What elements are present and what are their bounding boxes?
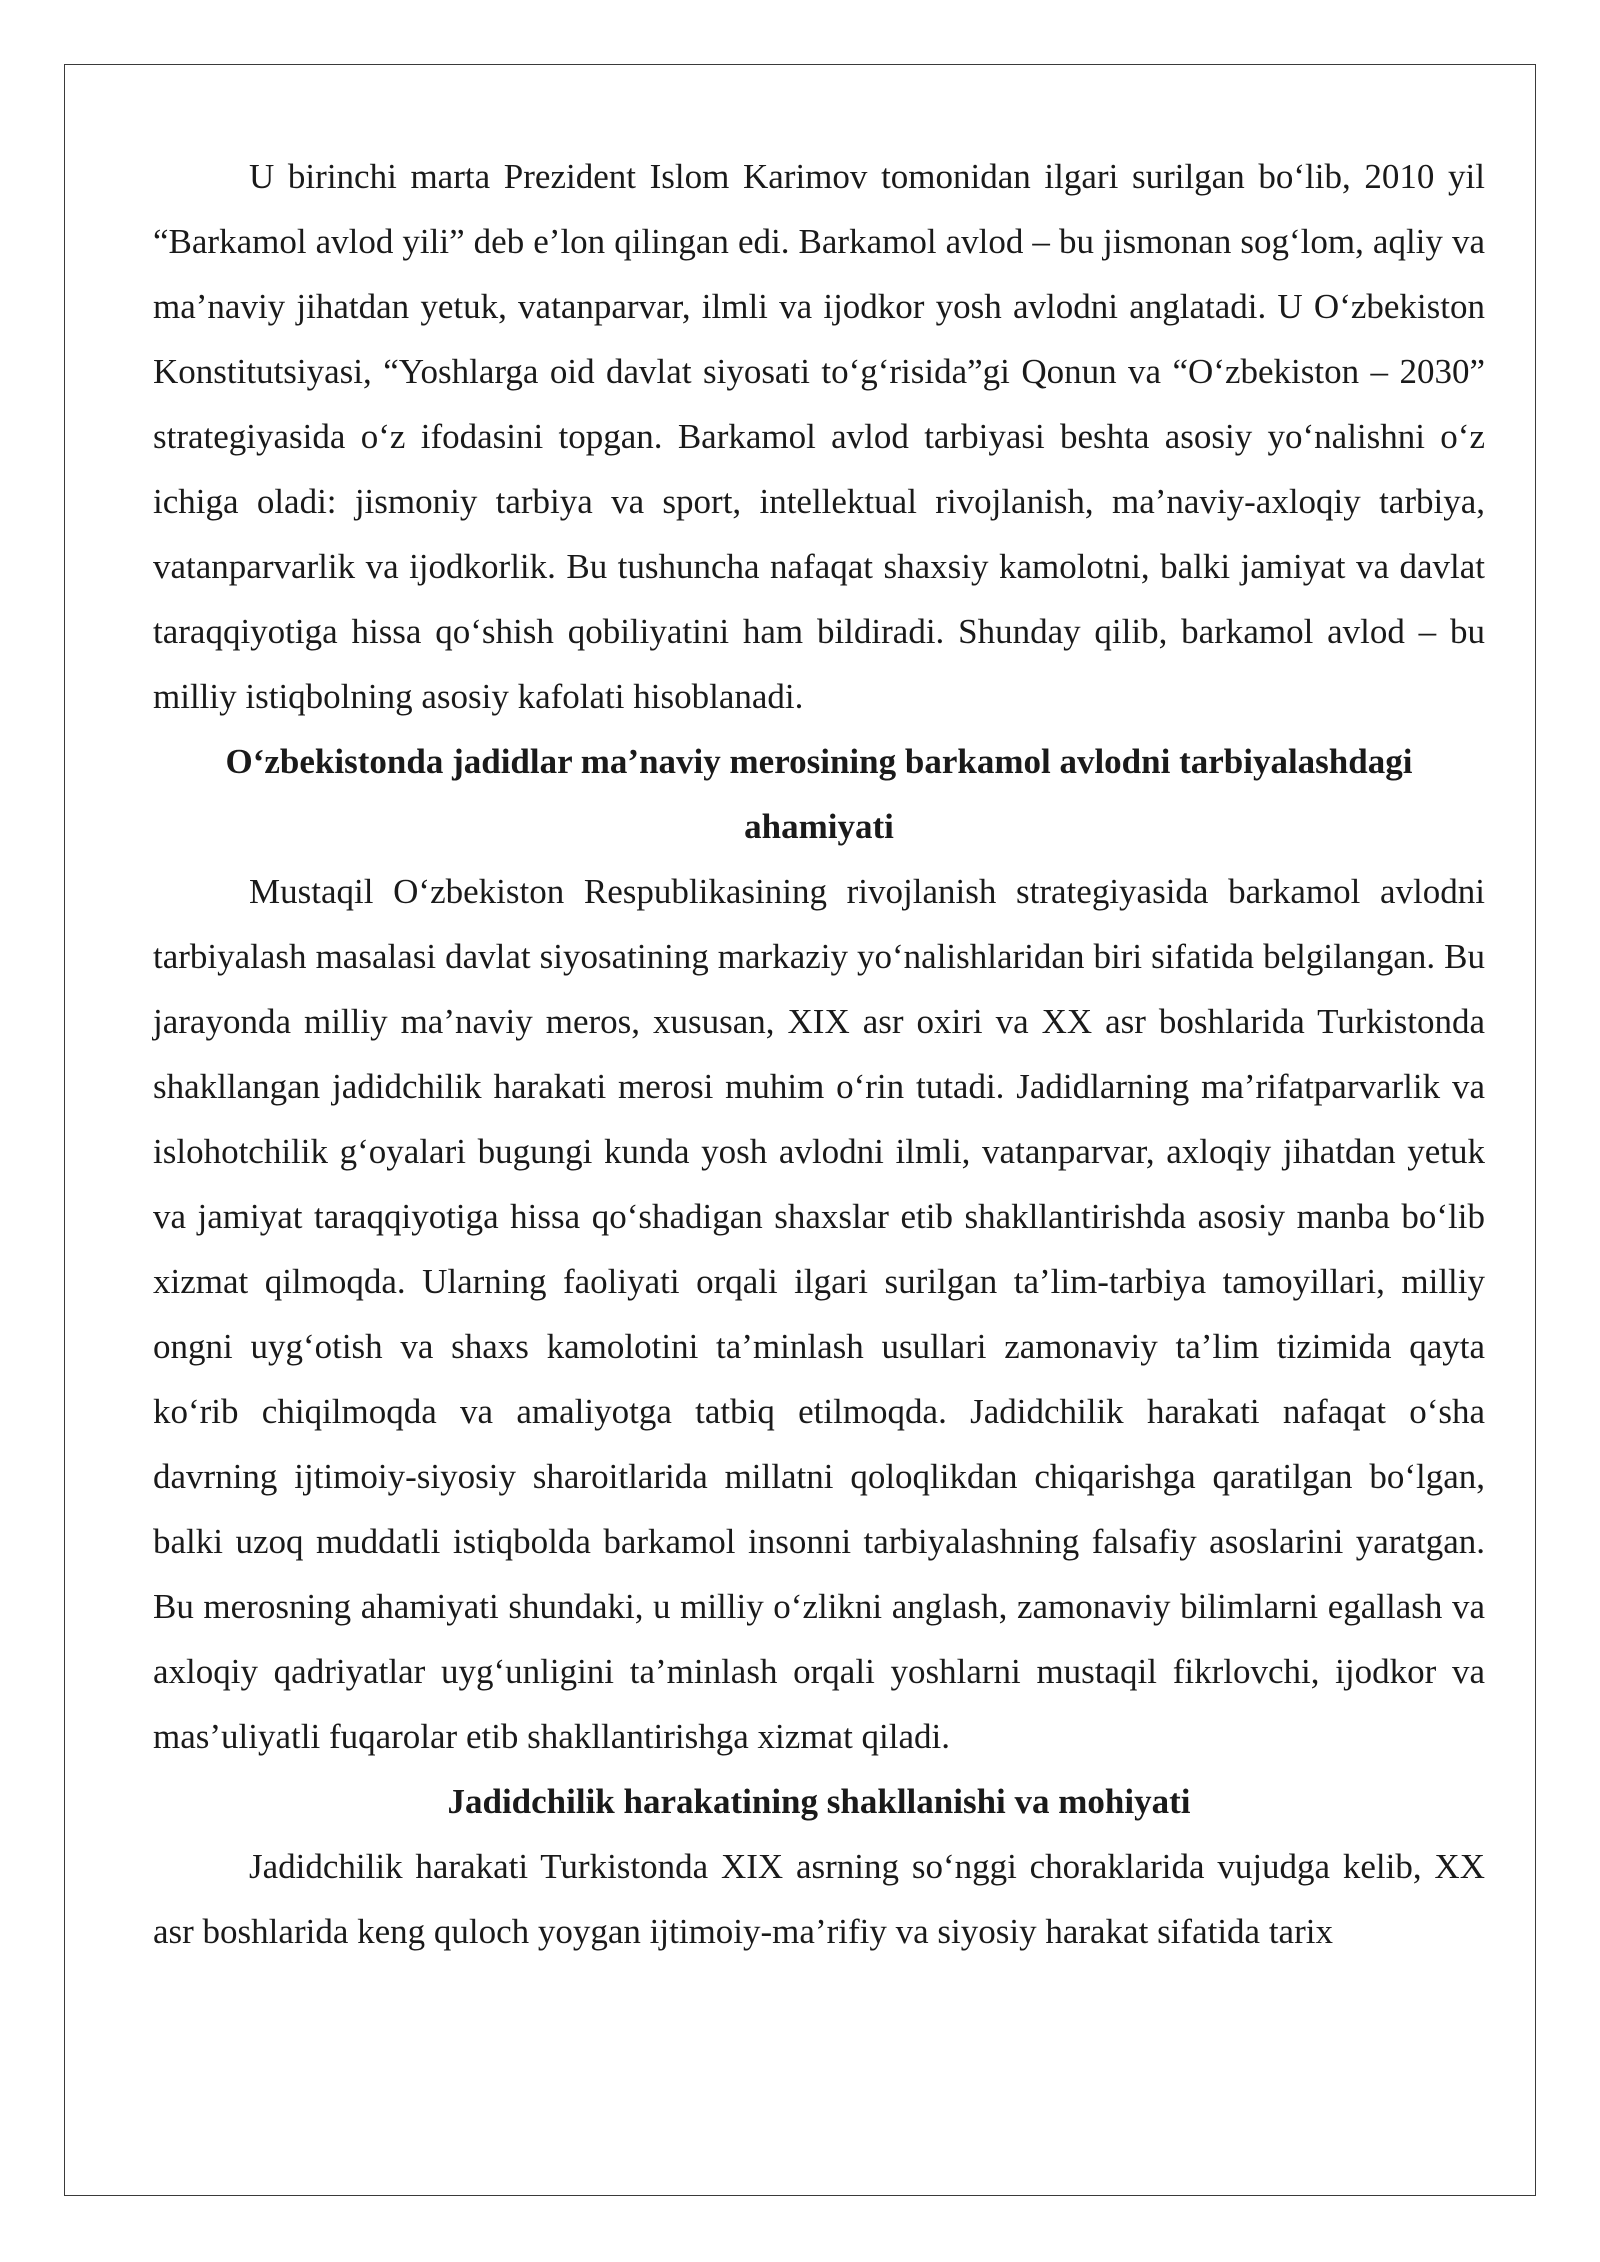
paragraph-jadid-movement: Jadidchilik harakati Turkistonda XIX asrning so‘nggi choraklarida vujudga kelib, XX asr boshlarida keng quloch yoygan ijtimoiy-ma’rifiy va siyosiy harakat sifatida tarix <box>153 1847 1485 1951</box>
section-heading-jadid-movement: Jadidchilik harakatining shakllanishi va mohiyati <box>447 1782 1191 1821</box>
document-body <box>153 144 1485 1964</box>
paragraph-intro: U birinchi marta Prezident Islom Karimov tomonidan ilgari surilgan bo‘lib, 2010 yil “Barkamol avlod yili” deb e’lon qilingan edi. Barkamol avlod – bu jismonan sog‘lom, aqliy va ma’naviy jihatdan yetuk, vatanparvar, ilmli va ijodkor yosh avlodni anglatadi. U O‘zbekiston Konstitutsiyasi, “Yoshlarga oid davlat siyosati to‘g‘risida”gi Qonun va “O‘zbekiston – 2030” strategiyasida o‘z ifodasini topgan. Barkamol avlod tarbiyasi beshta asosiy yo‘nalishni o‘z ichiga oladi: jismoniy tarbiya va sport, intellektual rivojlanish, ma’naviy-axloqiy tarbiya, vatanparvarlik va ijodkorlik. Bu tushuncha nafaqat shaxsiy kamolotni, balki jamiyat va davlat taraqqiyotiga hissa qo‘shish qobiliyatini ham bildiradi. Shunday qilib, barkamol avlod – bu milliy istiqbolning asosiy kafolati hisoblanadi. <box>153 157 1485 716</box>
section-heading-jadid-heritage: O‘zbekistonda jadidlar ma’naviy merosining barkamol avlodni tarbiyalashdagi ahamiyati <box>225 742 1413 846</box>
paragraph-jadid-heritage: Mustaqil O‘zbekiston Respublikasining rivojlanish strategiyasida barkamol avlodni tarbiyalash masalasi davlat siyosatining markaziy yo‘nalishlaridan biri sifatida belgilangan. Bu jarayonda milliy ma’naviy meros, xususan, XIX asr oxiri va XX asr boshlarida Turkistonda shakllangan jadidchilik harakati merosi muhim o‘rin tutadi. Jadidlarning ma’rifatparvarlik va islohotchilik g‘oyalari bugungi kunda yosh avlodni ilmli, vatanparvar, axloqiy jihatdan yetuk va jamiyat taraqqiyotiga hissa qo‘shadigan shaxslar etib shakllantirishda asosiy manba bo‘lib xizmat qilmoqda. Ularning faoliyati orqali ilgari surilgan ta’lim-tarbiya tamoyillari, milliy ongni uyg‘otish va shaxs kamolotini ta’minlash usullari zamonaviy ta’lim tizimida qayta ko‘rib chiqilmoqda va amaliyotga tatbiq etilmoqda. Jadidchilik harakati nafaqat o‘sha davrning ijtimoiy-siyosiy sharoitlarida millatni qoloqlikdan chiqarishga qaratilgan bo‘lgan, balki uzoq muddatli istiqbolda barkamol insonni tarbiyalashning falsafiy asoslarini yaratgan. Bu merosning ahamiyati shundaki, u milliy o‘zlikni anglash, zamonaviy bilimlarni egallash va axloqiy qadriyatlar uyg‘unligini ta’minlash orqali yoshlarni mustaqil fikrlovchi, ijodkor va mas’uliyatli fuqarolar etib shakllantirishga xizmat qiladi. <box>153 872 1485 1756</box>
